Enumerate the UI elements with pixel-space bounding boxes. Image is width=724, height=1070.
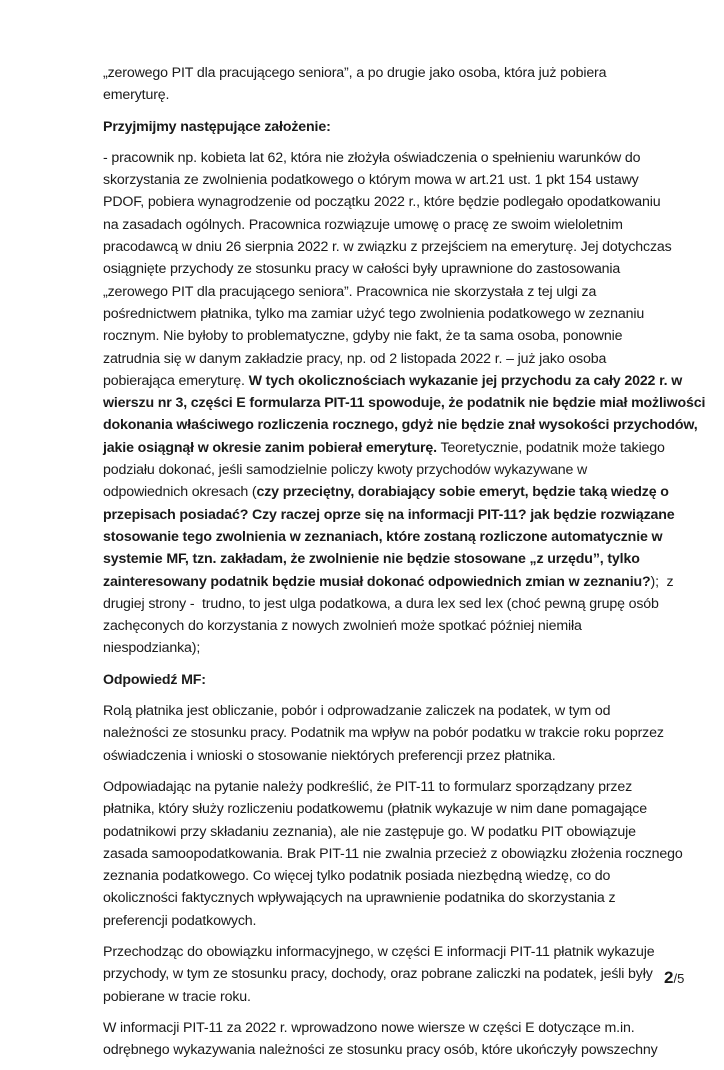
text: okoliczności faktycznych wpływających na uprawnienie podatnika do skorzystania z [103, 890, 616, 907]
text-line [103, 722, 663, 744]
text: odrębnego wykazywania należności ze stosunku pracy osób, które ukończyły powszechny [103, 1042, 658, 1059]
text: przychody, w tym ze stosunku pracy, dochody, oraz pobrane zaliczki na podatek, jeśli były [103, 966, 653, 983]
text: zachęconych do korzystania z nowych zwolnień może spotkać później niemiła [103, 618, 582, 635]
text-line [103, 303, 663, 325]
bold-text: jakie osiągnął w okresie zanim pobierał emeryturę. [103, 439, 437, 456]
text-line [103, 459, 663, 481]
page-number [664, 968, 684, 988]
bold-text: czy przeciętny, dorabiający sobie emeryt, będzie taką wiedzę o [256, 484, 669, 501]
text: rocznym. Nie byłoby to problematyczne, gdyby nie fakt, że ta sama osoba, ponownie [103, 328, 623, 345]
text: pobierająca emeryturę. [103, 372, 249, 389]
text-line [103, 910, 663, 932]
text-line [103, 1039, 663, 1061]
text: emeryturę. [103, 87, 170, 104]
page-separator: / [673, 971, 678, 986]
text-line [103, 593, 663, 615]
text-line [103, 887, 663, 909]
paragraph [103, 700, 663, 767]
paragraph [103, 62, 663, 107]
bold-text: stosowanie tego zwolnienia w zeznaniach, które zostaną rozliczone automatycznie w [103, 528, 663, 545]
text-line [103, 1017, 663, 1039]
bold-text: W tych okolicznościach wykazanie jej przychodu za cały 2022 r. w [248, 372, 683, 389]
text: Teoretycznie, podatnik może takiego [436, 439, 665, 456]
text: W informacji PIT-11 za 2022 r. wprowadzono nowe wiersze w części E dotyczące m.in. [103, 1019, 635, 1036]
text: należności ze stosunku pracy. Podatnik ma wpływ na pobór podatku w trakcie roku poprzez [103, 725, 664, 742]
text: - pracownik np. kobieta lat 62, która nie złożyła oświadczenia o spełnieniu warunków do [103, 149, 641, 166]
text: skorzystania ze zwolnienia podatkowego o którym mowa w art.21 ust. 1 pkt 154 ustawy [103, 172, 639, 189]
text: podziału dokonać, jeśli samodzielnie policzy kwoty przychodów wykazywane w [103, 462, 588, 479]
text: ); z [650, 573, 674, 590]
text: Przechodząc do obowiązku informacyjnego, w części E informacji PIT-11 płatnik wykazuje [103, 943, 655, 960]
text-line [103, 325, 663, 347]
text-line [103, 669, 663, 691]
text-line [103, 798, 663, 820]
text-line [103, 258, 663, 280]
text: „zerowego PIT dla pracującego seniora”. Pracownica nie skorzystała z tej ulgi za [103, 283, 597, 300]
text: na zasadach ogólnych. Pracownica rozwiązuje umowę o pracę ze swoim wieloletnim [103, 216, 623, 233]
text: „zerowego PIT dla pracującego seniora”, a po drugie jako osoba, która już pobiera [103, 65, 607, 81]
text-line [103, 571, 674, 593]
text: Rolą płatnika jest obliczanie, pobór i odprowadzanie zaliczek na podatek, w tym od [103, 703, 611, 720]
page-current: 2 [664, 968, 674, 987]
text: zeznania podatkowego. Co więcej tylko podatnik posiada niezbędną wiedzę, co do [103, 868, 611, 885]
section-heading [103, 669, 663, 691]
text: podatnikowi przy składaniu zeznania), ale nie zastępuje go. W podatku PIT obowiązuje [103, 823, 636, 840]
text: odpowiednich okresach ( [103, 484, 257, 501]
document-page [103, 62, 706, 1070]
bold-text: przepisach posiadać? Czy raczej oprze się na informacji PIT-11? jak będzie rozwiązane [103, 506, 675, 523]
text: płatnika, który służy rozliczeniu podatkowemu (płatnik wykazuje w nim dane pomagające [103, 801, 647, 818]
text-line [103, 236, 672, 258]
text: oświadczenia i wnioski o stosowanie niektórych preferencji przez płatnika. [103, 747, 556, 764]
text-line [103, 147, 663, 169]
text-line [103, 348, 663, 370]
text-line [103, 941, 663, 963]
text: niespodzianka); [103, 640, 201, 657]
text-line [103, 526, 663, 548]
text-line [103, 84, 663, 106]
text-line [103, 776, 663, 798]
text-line [103, 637, 663, 659]
text-line [103, 986, 663, 1008]
text: PDOF, pobiera wynagrodzenie od początku 2022 r., które będzie podlegało opodatkowaniu [103, 194, 661, 211]
text-line [103, 821, 663, 843]
text-line [103, 62, 663, 84]
text: preferencji podatkowych. [103, 912, 257, 929]
text-line [103, 615, 663, 637]
text-line [103, 548, 663, 570]
text-line [103, 116, 663, 138]
text: pobierane w tracie roku. [103, 988, 251, 1005]
text-line [103, 745, 663, 767]
text: zatrudnia się w danym zakładzie pracy, np. od 2 listopada 2022 r. – już jako osoba [103, 350, 607, 367]
text: Odpowiadając na pytanie należy podkreślić, że PIT-11 to formularz sporządzany przez [103, 778, 633, 795]
bold-text: zainteresowany podatnik będzie musiał dokonać odpowiednich zmian w zeznaniu? [103, 573, 651, 590]
text-line [103, 504, 675, 526]
paragraph [103, 147, 706, 660]
text: pracodawcą w dniu 26 sierpnia 2022 r. w związku z przejściem na emeryturę. Jej dotychczas [103, 239, 672, 256]
page-total: 5 [677, 971, 685, 986]
bold-text: systemie MF, tzn. zakładam, że zwolnienie nie będzie stosowane „z urzędu”, tylko [103, 551, 640, 568]
text-line [103, 191, 663, 213]
bold-text: dokonania właściwego rozliczenia rocznego, gdyż nie będzie znał wysokości przychodów, [103, 417, 698, 434]
text-line [103, 370, 683, 392]
paragraph [103, 776, 683, 932]
text: pośrednictwem płatnika, tylko ma zamiar użyć tego zwolnienia podatkowego w zeznaniu [103, 305, 645, 322]
text-line [103, 700, 663, 722]
text: drugiej strony - trudno, to jest ulga podatkowa, a dura lex sed lex (choć pewną grupę osób [103, 595, 659, 612]
text-line [103, 214, 663, 236]
text-line [103, 865, 663, 887]
bold-text: Przyjmijmy następujące założenie: [103, 118, 331, 135]
text-line [103, 281, 663, 303]
bold-text: wierszu nr 3, części E formularza PIT-11 spowoduje, że podatnik nie będzie miał możliwości [103, 395, 706, 412]
text-line [103, 843, 683, 865]
text-line [103, 963, 663, 985]
text-line [103, 392, 706, 414]
bold-text: Odpowiedź MF: [103, 671, 206, 688]
text-line [103, 169, 663, 191]
text-line [103, 414, 698, 436]
text-line [103, 437, 663, 459]
text: osiągnięte przychody ze stosunku pracy w całości były uprawnione do zastosowania [103, 261, 621, 278]
section-heading [103, 116, 663, 138]
paragraph [103, 941, 663, 1008]
text: zasada samoopodatkowania. Brak PIT-11 nie zwalnia przecież z obowiązku złożenia rocznego [103, 845, 683, 862]
text-line [103, 481, 669, 503]
